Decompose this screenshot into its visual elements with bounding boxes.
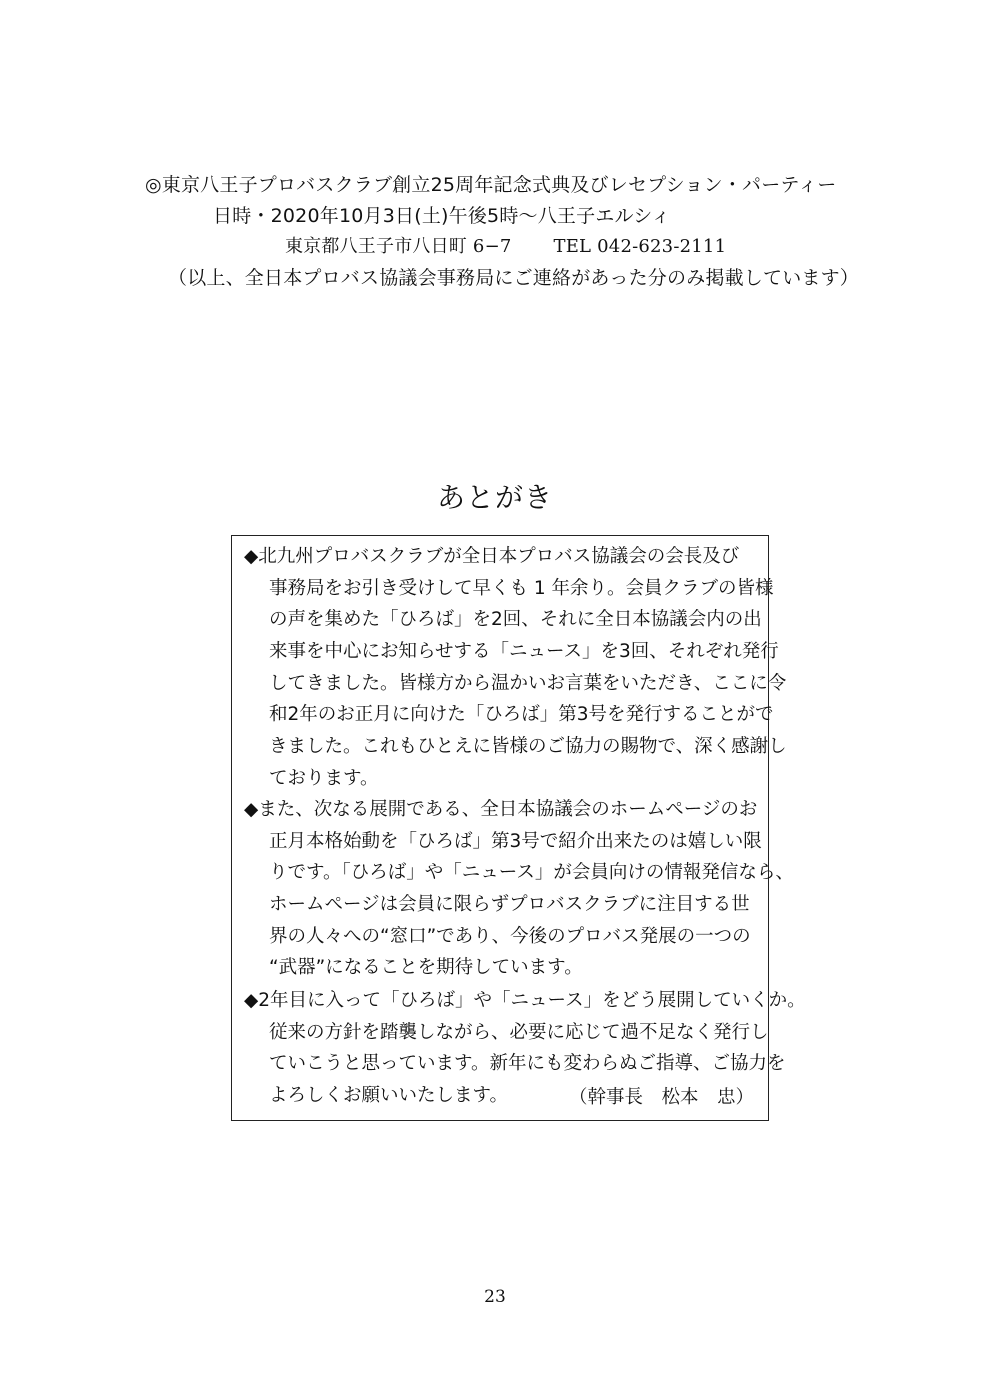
afterword-paragraph (244, 541, 787, 795)
paragraph-line: 界の人々への“窓口”であり、今後のプロバス発展の一つの (269, 925, 751, 947)
paragraph-line: よろしくお願いいたします。 (269, 1085, 509, 1107)
paragraph-line: 事務局をお引き受けして早くも 1 年余り。会員クラブの皆様 (269, 577, 774, 599)
page-number: 23 (484, 1287, 506, 1307)
event-title: ◎東京八王子プロバスクラブ創立25周年記念式典及びレセプション・パーティー (145, 174, 837, 196)
paragraph-line: の声を集めた「ひろば」を2回、それに全日本協議会内の出 (269, 609, 762, 631)
paragraph-line: ◆北九州プロバスクラブが全日本プロバス協議会の会長及び (244, 546, 740, 567)
paragraph-line: 従来の方針を踏襲しながら、必要に応じて過不足なく発行し (269, 1021, 769, 1043)
paragraph-line: りです。「ひろば」や「ニュース」が会員向けの情報発信なら、 (269, 862, 794, 884)
event-datetime: 日時・2020年10月3日(土)午後5時～八王子エルシィ (213, 205, 671, 227)
event-address-line (285, 232, 726, 258)
paragraph-line: きました。これもひとえに皆様のご協力の賜物で、深く感謝し (269, 736, 787, 758)
paragraph-line: 和2年のお正月に向けた「ひろば」第3号を発行することがで (269, 704, 774, 726)
paragraph-line: ◆また、次なる展開である、全日本協議会のホームページのお (244, 799, 758, 820)
paragraph-line: “武器”になることを期待しています。 (269, 957, 583, 979)
paragraph-line: ◆2年目に入って「ひろば」や「ニュース」をどう展開していくか。 (244, 990, 806, 1011)
afterword-signature: （幹事長 松本 忠） (568, 1087, 754, 1108)
paragraph-line: ホームページは会員に限らずプロバスクラブに注目する世 (269, 894, 750, 916)
afterword-box (231, 535, 806, 1121)
paragraph-line: 来事を中心にお知らせする「ニュース」を3回、それぞれ発行 (269, 641, 779, 663)
paragraph-line: ていこうと思っています。新年にも変わらぬご指導、ご協力を (269, 1053, 786, 1075)
afterword-paragraph (244, 794, 794, 984)
paragraph-line: 正月本格始動を「ひろば」第3号で紹介出来たのは嬉しい限 (269, 830, 762, 852)
event-address: 東京都八王子市八日町 6−7 (285, 236, 512, 257)
event-tel: TEL 042-623-2111 (553, 236, 727, 257)
paragraph-line: してきました。皆様方から温かいお言葉をいただき、ここに令 (269, 672, 787, 694)
event-note: （以上、全日本プロバス協議会事務局にご連絡があった分のみ掲載しています） (168, 267, 860, 289)
paragraph-line: ております。 (269, 767, 379, 789)
afterword-title: あとがき (436, 481, 553, 514)
